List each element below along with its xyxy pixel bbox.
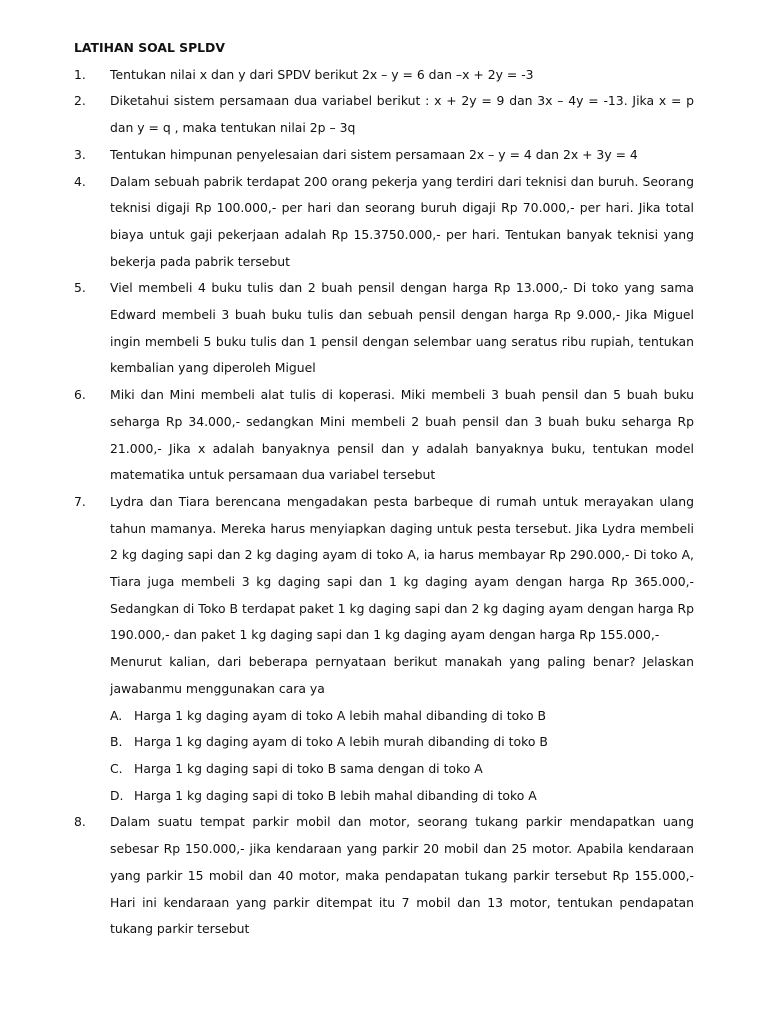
worksheet-title: LATIHAN SOAL SPLDV — [74, 40, 225, 55]
option-letter: C. — [110, 760, 123, 776]
question-number: 8. — [74, 814, 86, 830]
question-6 — [74, 382, 694, 489]
option-c — [110, 756, 694, 783]
option-text: Harga 1 kg daging ayam di toko A lebih murah dibanding di toko B — [134, 734, 548, 750]
answer-options — [110, 703, 694, 810]
question-text: Diketahui sistem persamaan dua variabel berikut : x + 2y = 9 dan 3x – 4y = -13. Jika x = p dan y = q , maka tentukan nilai 2p – 3q — [110, 93, 694, 136]
option-text: Harga 1 kg daging sapi di toko B sama dengan di toko A — [134, 760, 483, 776]
question-7 — [74, 489, 694, 809]
question-followup: Menurut kalian, dari beberapa pernyataan berikut manakah yang paling benar? Jelaskan jawabanmu menggunakan cara ya — [110, 654, 694, 696]
question-number: 4. — [74, 173, 86, 189]
question-text: Miki dan Mini membeli alat tulis di koperasi. Miki membeli 3 buah pensil dan 5 buah buku seharga Rp 34.000,- sedangkan Mini membeli 2 buah pensil dan 3 buah buku seharga Rp 21.000,- Jika x adalah banyaknya pensil dan y adalah banyaknya buku, tentukan model matematika untuk persamaan dua variabel tersebut — [110, 387, 694, 483]
question-1 — [74, 62, 694, 89]
question-text: Tentukan nilai x dan y dari SPDV berikut 2x – y = 6 dan –x + 2y = -3 — [110, 66, 534, 82]
question-2 — [74, 88, 694, 141]
option-text: Harga 1 kg daging sapi di toko B lebih mahal dibanding di toko A — [134, 787, 537, 803]
worksheet-page — [74, 35, 694, 943]
question-8 — [74, 809, 694, 943]
option-letter: B. — [110, 734, 123, 750]
question-text: Dalam sebuah pabrik terdapat 200 orang pekerja yang terdiri dari teknisi dan buruh. Seorang teknisi digaji Rp 100.000,- per hari dan seorang buruh digaji Rp 70.000,- per hari. Jika total biaya untuk gaji pekerjaan adalah Rp 15.3750.000,- per hari. Tentukan banyak teknisi yang bekerja pada pabrik tersebut — [110, 173, 694, 269]
question-text: Viel membeli 4 buku tulis dan 2 buah pensil dengan harga Rp 13.000,- Di toko yang sama Edward membeli 3 buah buku tulis dan sebuah pensil dengan harga Rp 9.000,- Jika Miguel ingin membeli 5 buku tulis dan 1 pensil dengan selembar uang seratus ribu rupiah, tentukan kembalian yang diperoleh Miguel — [110, 280, 694, 376]
question-number: 7. — [74, 493, 86, 509]
question-text: Lydra dan Tiara berencana mengadakan pesta barbeque di rumah untuk merayakan ulang tahun mamanya. Mereka harus menyiapkan daging untuk pesta tersebut. Jika Lydra membeli 2 kg daging sapi dan 2 kg daging ayam di toko A, ia harus membayar Rp 290.000,- Di toko A, Tiara juga membeli 3 kg daging sapi dan 1 kg daging ayam dengan harga Rp 365.000,- Sedangkan di Toko B terdapat paket 1 kg daging sapi dan 2 kg daging ayam dengan harga Rp 190.000,- dan paket 1 kg daging sapi dan 1 kg daging ayam dengan harga Rp 155.000,- — [110, 493, 694, 643]
question-text: Tentukan himpunan penyelesaian dari sistem persamaan 2x – y = 4 dan 2x + 3y = 4 — [110, 146, 638, 162]
option-letter: A. — [110, 707, 123, 723]
question-number: 2. — [74, 93, 86, 109]
option-letter: D. — [110, 787, 124, 803]
option-b — [110, 729, 694, 756]
question-number: 3. — [74, 146, 86, 162]
question-4 — [74, 169, 694, 276]
option-a — [110, 703, 694, 730]
option-text: Harga 1 kg daging ayam di toko A lebih mahal dibanding di toko B — [134, 707, 546, 723]
question-number: 1. — [74, 66, 86, 82]
question-5 — [74, 275, 694, 382]
option-d — [110, 783, 694, 810]
question-3 — [74, 142, 694, 169]
question-number: 6. — [74, 387, 86, 403]
question-number: 5. — [74, 280, 86, 296]
question-text: Dalam suatu tempat parkir mobil dan motor, seorang tukang parkir mendapatkan uang sebesar Rp 150.000,- jika kendaraan yang parkir 20 mobil dan 25 motor. Apabila kendaraan yang parkir 15 mobil dan 40 motor, maka pendapatan tukang parkir tersebut Rp 155.000,- Hari ini kendaraan yang parkir ditempat itu 7 mobil dan 13 motor, tentukan pendapatan tukang parkir tersebut — [110, 814, 694, 937]
